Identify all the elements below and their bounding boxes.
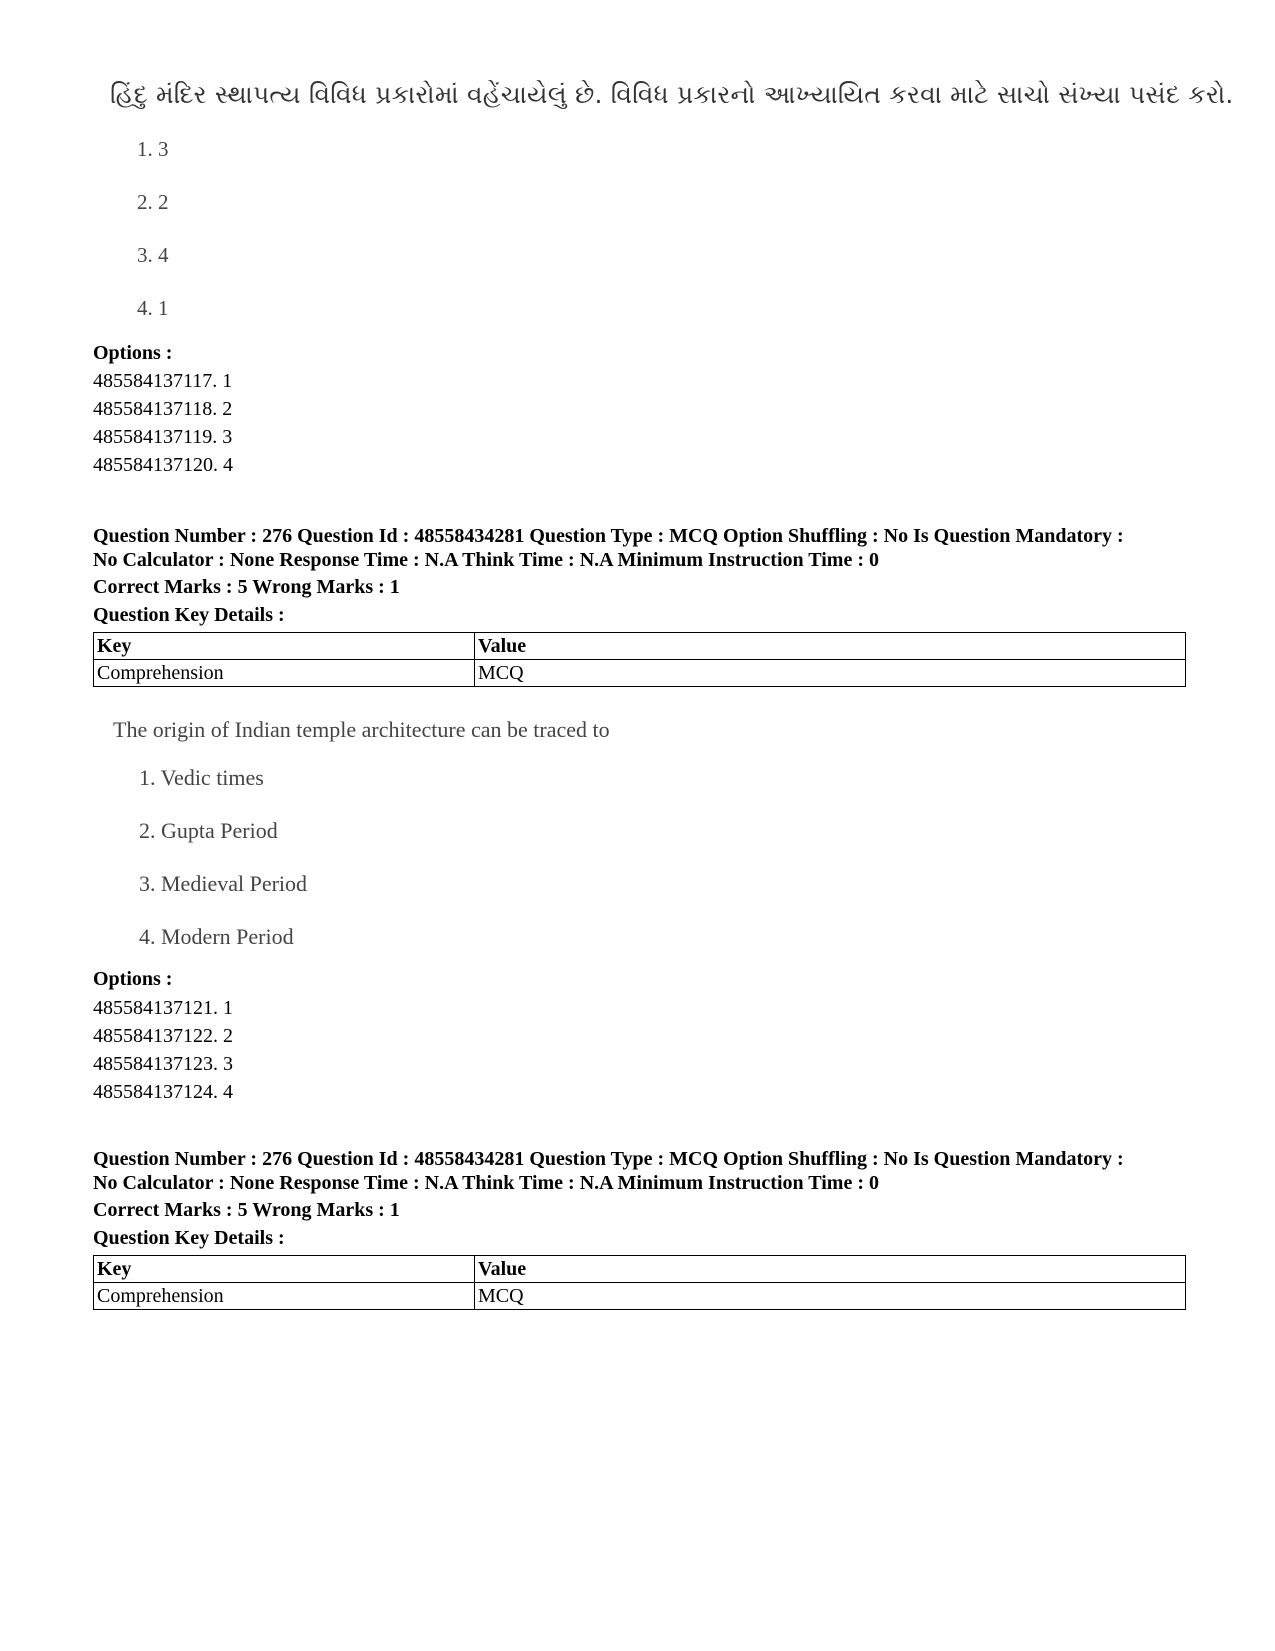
question-meta-line1: Question Number : 276 Question Id : 48558434281 Question Type : MCQ Option Shuffling : No Is Question Mandatory : <box>93 525 1124 547</box>
choice-4: 4. 1 <box>137 296 169 320</box>
choice-3: 3. 4 <box>137 243 169 267</box>
marks-line: Correct Marks : 5 Wrong Marks : 1 <box>93 576 400 598</box>
choice-1: 1. Vedic times <box>139 765 264 790</box>
key-details-table <box>93 632 1186 687</box>
question-meta <box>93 1147 1203 1195</box>
table-header-row <box>94 1256 1186 1283</box>
option-id-line: 485584137123. 3 <box>93 1053 233 1075</box>
options-label: Options : <box>93 968 173 990</box>
choice-2: 2. 2 <box>137 190 169 214</box>
option-id-line: 485584137122. 2 <box>93 1025 233 1047</box>
question-meta-line2: No Calculator : None Response Time : N.A Think Time : N.A Minimum Instruction Time : 0 <box>93 549 879 571</box>
marks-line: Correct Marks : 5 Wrong Marks : 1 <box>93 1199 400 1221</box>
table-row <box>94 1283 1186 1310</box>
table-row <box>94 660 1186 687</box>
option-id-line: 485584137120. 4 <box>93 454 233 476</box>
option-id-line: 485584137121. 1 <box>93 997 233 1019</box>
table-cell-key: Comprehension <box>94 1283 475 1310</box>
table-header-key: Key <box>94 633 475 660</box>
table-cell-key: Comprehension <box>94 660 475 687</box>
option-id-line: 485584137118. 2 <box>93 398 233 420</box>
choice-2: 2. Gupta Period <box>139 818 278 843</box>
table-cell-value: MCQ <box>475 1283 1186 1310</box>
question-text-english: The origin of Indian temple architecture can be traced to <box>113 717 610 742</box>
question-meta-line2: No Calculator : None Response Time : N.A Think Time : N.A Minimum Instruction Time : 0 <box>93 1172 879 1194</box>
key-details-label: Question Key Details : <box>93 604 285 626</box>
choice-3: 3. Medieval Period <box>139 871 308 896</box>
option-id-line: 485584137124. 4 <box>93 1081 233 1103</box>
key-details-label: Question Key Details : <box>93 1227 285 1249</box>
question-meta <box>93 524 1203 572</box>
question-meta-line1: Question Number : 276 Question Id : 48558434281 Question Type : MCQ Option Shuffling : No Is Question Mandatory : <box>93 1148 1124 1170</box>
table-header-row <box>94 633 1186 660</box>
options-label: Options : <box>93 342 173 364</box>
question-text-gujarati: હિંદુ મંદિર સ્થાપત્ય વિવિધ પ્રકારોમાં વહેંચાયેલું છે. વિવિધ પ્રકારનો આખ્યાયિત કરવા માટે સાચો સંખ્યા પસંદ કરો. <box>110 80 1234 109</box>
table-header-value: Value <box>475 633 1186 660</box>
option-id-line: 485584137119. 3 <box>93 426 233 448</box>
table-cell-value: MCQ <box>475 660 1186 687</box>
table-header-key: Key <box>94 1256 475 1283</box>
choice-1: 1. 3 <box>137 137 169 161</box>
table-header-value: Value <box>475 1256 1186 1283</box>
option-id-line: 485584137117. 1 <box>93 370 233 392</box>
key-details-table <box>93 1255 1186 1310</box>
choice-4: 4. Modern Period <box>139 924 294 949</box>
